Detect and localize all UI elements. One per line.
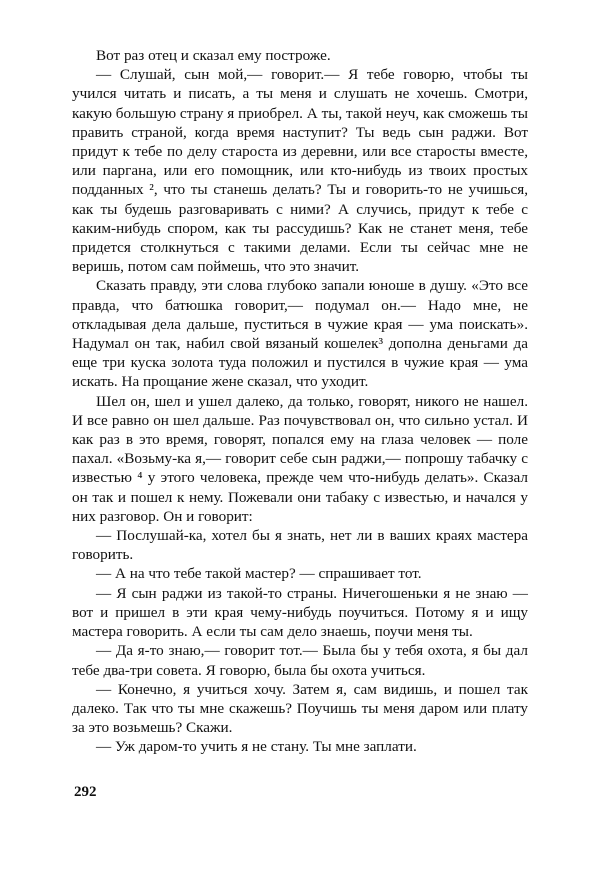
paragraph-1: Вот раз отец и сказал ему построже. xyxy=(96,47,331,64)
paragraph-7: — Я сын раджи из такой-то страны. Ничегошеньки я не знаю — вот и пришел в эти края чему-нибудь поучиться. Потому я и ищу мастера говорить. А если ты сам дело знаешь, поучи меня ты. xyxy=(72,584,528,641)
paragraph-9: — Конечно, я учиться хочу. Затем я, сам видишь, и пошел так далеко. Так что ты мне скажешь? Поучишь ты меня даром или плату за это возьмешь? Скажи. xyxy=(72,680,528,737)
paragraph-3: Сказать правду, эти слова глубоко запали юноше в душу. «Это все правда, что батюшка говорит,— подумал он.— Надо мне, не откладывая дела дальше, пуститься в чужие края — ума поискать». Надумал он так, набил свой вязаный кошелек³ дополна деньгами да еще три куска золота туда положил и пустился в чужие края — ума искать. На прощание жене сказал, что уходит. xyxy=(72,277,528,391)
paragraph-10: — Уж даром-то учить я не стану. Ты мне заплати. xyxy=(96,738,417,756)
page-body xyxy=(72,46,528,757)
paragraph-5: — Послушай-ка, хотел бы я знать, нет ли в ваших краях мастера говорить. xyxy=(72,527,528,564)
paragraph-8: — Да я-то знаю,— говорит тот.— Была бы у тебя охота, я бы дал тебе два-три совета. Я говорю, была бы охота учиться. xyxy=(72,642,528,679)
paragraph-6: — А на что тебе такой мастер? — спрашивает тот. xyxy=(96,565,422,583)
page-number: 292 xyxy=(74,784,97,800)
paragraph-4: Шел он, шел и ушел далеко, да только, говорят, никого не нашел. И все равно он шел дальше. Раз почувствовал он, что сильно устал. И как раз в это время, говорят, попался ему на глаза человек — поле пахал. «Возьму-ка я,— говорит себе сын раджи,— попрошу табачку с известью ⁴ у этого человека, прежде чем что-нибудь делать». Сказал он так и пошел к нему. Пожевали они табаку с известью, и начался у них разговор. Он и говорит: xyxy=(72,392,528,525)
paragraph-2: — Слушай, сын мой,— говорит.— Я тебе говорю, чтобы ты учился читать и писать, а ты меня и слушать не хочешь. Смотри, какую большую страну я приобрел. А ты, такой неуч, как сможешь ты править страной, когда время наступит? Ты ведь сын раджи. Вот придут к тебе по делу староста из деревни, или все старосты вместе, или паргана, или его помощник, или кто-нибудь из твоих простых подданных ², что ты станешь делать? Ты и говорить-то не учишься, как ты будешь разговаривать с ними? А случись, придут к тебе с каким-нибудь спором, как ты рассудишь? Как не станет меня, тебе придется столкнуться с такими делами. Если ты сейчас мне не веришь, потом сам поймешь, что это значит. xyxy=(72,66,528,276)
